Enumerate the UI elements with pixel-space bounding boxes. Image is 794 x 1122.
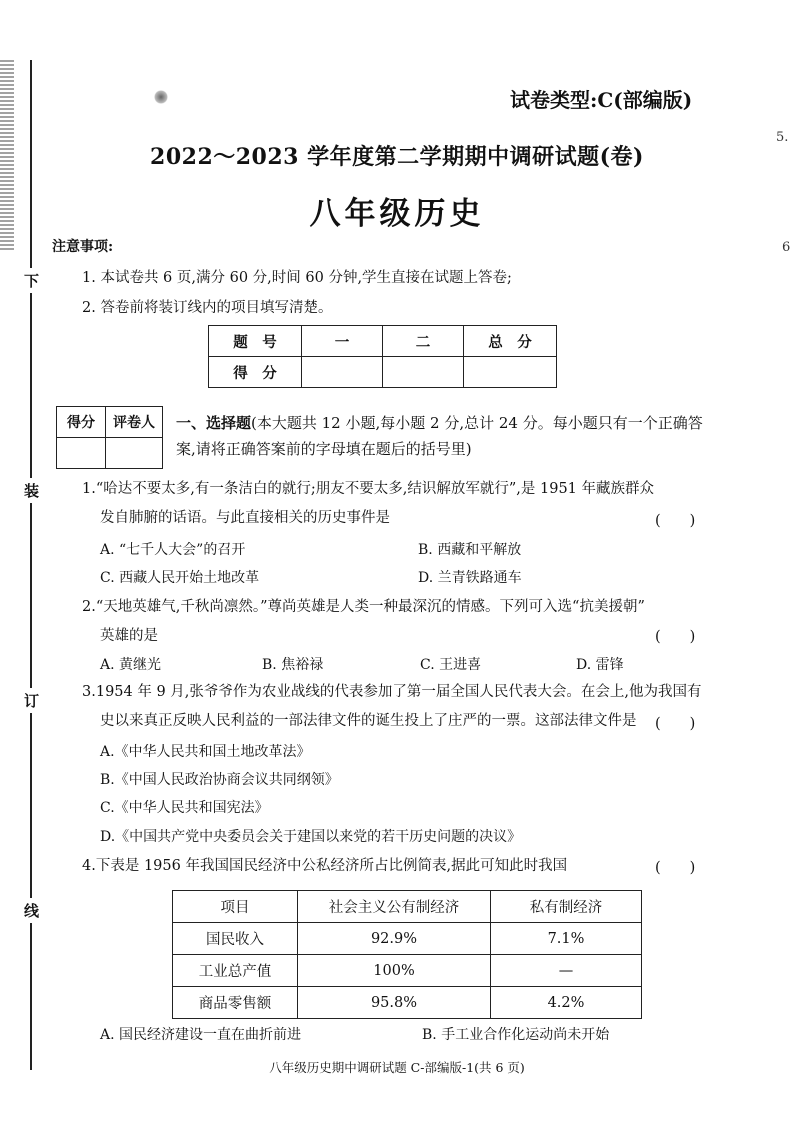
option-c: C.《中华人民共和国宪法》	[100, 800, 269, 816]
grader-name-header: 评卷人	[106, 407, 163, 438]
note-item: 1. 本试卷共 6 页,满分 60 分,时间 60 分钟,学生直接在试题上答卷;	[82, 270, 512, 286]
table-cell: 7.1%	[491, 923, 642, 955]
score-header-cell: 题 号	[209, 326, 302, 357]
question-1	[82, 475, 712, 533]
table-header-cell: 项目	[173, 891, 298, 923]
question-line: 史以来真正反映人民利益的一部法律文件的诞生投上了庄严的一票。这部法律文件是	[100, 713, 637, 729]
section-name: 一、选择题	[176, 414, 252, 432]
margin-char-xian: 线	[24, 898, 39, 923]
option-d: D.《中国共产党中央委员会关于建国以来党的若干历史问题的决议》	[100, 829, 522, 845]
option-b: B. 焦裕禄	[262, 657, 324, 673]
question-line: 1954 年 9 月,张爷爷作为农业战线的代表参加了第一届全国人民代表大会。在会上,他为我国有	[95, 684, 702, 700]
grader-score-header: 得分	[57, 407, 106, 438]
question-line: 下表是 1956 年我国国民经济中公私经济所占比例简表,据此可知此时我国	[95, 858, 568, 874]
table-cell: 4.2%	[491, 987, 642, 1019]
page-footer: 八年级历史期中调研试题 C-部编版-1(共 6 页)	[269, 1060, 525, 1075]
answer-bracket[interactable]: ( )	[655, 629, 696, 645]
table-row	[173, 923, 642, 955]
option-d: D. 兰青铁路通车	[418, 570, 522, 586]
option-b: B. 西藏和平解放	[418, 542, 522, 558]
question-number: 3.	[82, 684, 96, 700]
option-a: A.《中华人民共和国土地改革法》	[100, 744, 311, 760]
option-d: D. 雷锋	[576, 657, 624, 673]
score-header-cell: 二	[383, 326, 464, 357]
subject-title: 八年级历史	[309, 196, 485, 232]
answer-bracket[interactable]: ( )	[655, 716, 696, 732]
table-cell: 商品零售额	[173, 987, 298, 1019]
grader-score-blank[interactable]	[57, 438, 106, 469]
exam-type-label: 试卷类型:C(部编版)	[510, 88, 693, 112]
option-b: B. 手工业合作化运动尚未开始	[422, 1027, 610, 1043]
question-number: 2.	[82, 599, 96, 615]
question-number: 4.	[82, 858, 96, 874]
table-header-cell: 社会主义公有制经济	[298, 891, 491, 923]
score-blank-cell[interactable]	[383, 357, 464, 388]
option-a: A. “七千人大会”的召开	[100, 542, 246, 558]
section-description: (本大题共 12 小题,每小题 2 分,总计 24 分。每小题只有一个正确答案,请将正确答案前的字母填在题后的括号里)	[176, 414, 703, 458]
score-blank-cell[interactable]	[464, 357, 557, 388]
question-line: 英雄的是	[100, 628, 158, 644]
economy-table	[172, 890, 642, 1019]
margin-char-xia: 下	[24, 268, 39, 293]
edge-number: 5.	[776, 130, 789, 145]
answer-bracket[interactable]: ( )	[655, 860, 696, 876]
table-cell: —	[491, 955, 642, 987]
question-2	[82, 593, 712, 651]
section-instructions	[176, 410, 711, 462]
grader-table	[56, 406, 163, 469]
question-number: 1.	[82, 481, 96, 497]
option-c: C. 西藏人民开始土地改革	[100, 570, 260, 586]
table-header-cell: 私有制经济	[491, 891, 642, 923]
note-item: 2. 答卷前将装订线内的项目填写清楚。	[82, 300, 333, 316]
option-a: A. 黄继光	[100, 657, 162, 673]
option-c: C. 王进喜	[420, 657, 482, 673]
score-row-label: 得 分	[209, 357, 302, 388]
table-row	[173, 987, 642, 1019]
notes-heading: 注意事项:	[52, 239, 114, 255]
table-cell: 92.9%	[298, 923, 491, 955]
question-line: 发自肺腑的话语。与此直接相关的历史事件是	[100, 510, 390, 526]
question-3	[82, 678, 712, 736]
table-cell: 国民收入	[173, 923, 298, 955]
table-cell: 95.8%	[298, 987, 491, 1019]
score-header-cell: 总 分	[464, 326, 557, 357]
question-4	[82, 852, 712, 881]
margin-char-zhuang: 装	[24, 478, 39, 503]
margin-char-ding: 订	[24, 688, 39, 713]
score-header-cell: 一	[302, 326, 383, 357]
exam-title: 2022～2023 学年度第二学期期中调研试题(卷)	[150, 144, 644, 170]
question-line: “哈达不要太多,有一条洁白的就行;朋友不要太多,结识解放军就行”,是 1951 年藏族群众	[95, 481, 654, 497]
table-cell: 100%	[298, 955, 491, 987]
scan-speck	[154, 90, 168, 104]
answer-bracket[interactable]: ( )	[655, 513, 696, 529]
score-blank-cell[interactable]	[302, 357, 383, 388]
score-table	[208, 325, 557, 388]
table-cell: 工业总产值	[173, 955, 298, 987]
edge-number: 6	[782, 240, 791, 255]
option-a: A. 国民经济建设一直在曲折前进	[100, 1027, 302, 1043]
option-b: B.《中国人民政治协商会议共同纲领》	[100, 772, 339, 788]
grader-name-blank[interactable]	[106, 438, 163, 469]
table-row	[173, 955, 642, 987]
question-line: “天地英雄气,千秋尚凛然。”尊尚英雄是人类一种最深沉的情感。下列可入选“抗美援朝”	[95, 599, 645, 615]
